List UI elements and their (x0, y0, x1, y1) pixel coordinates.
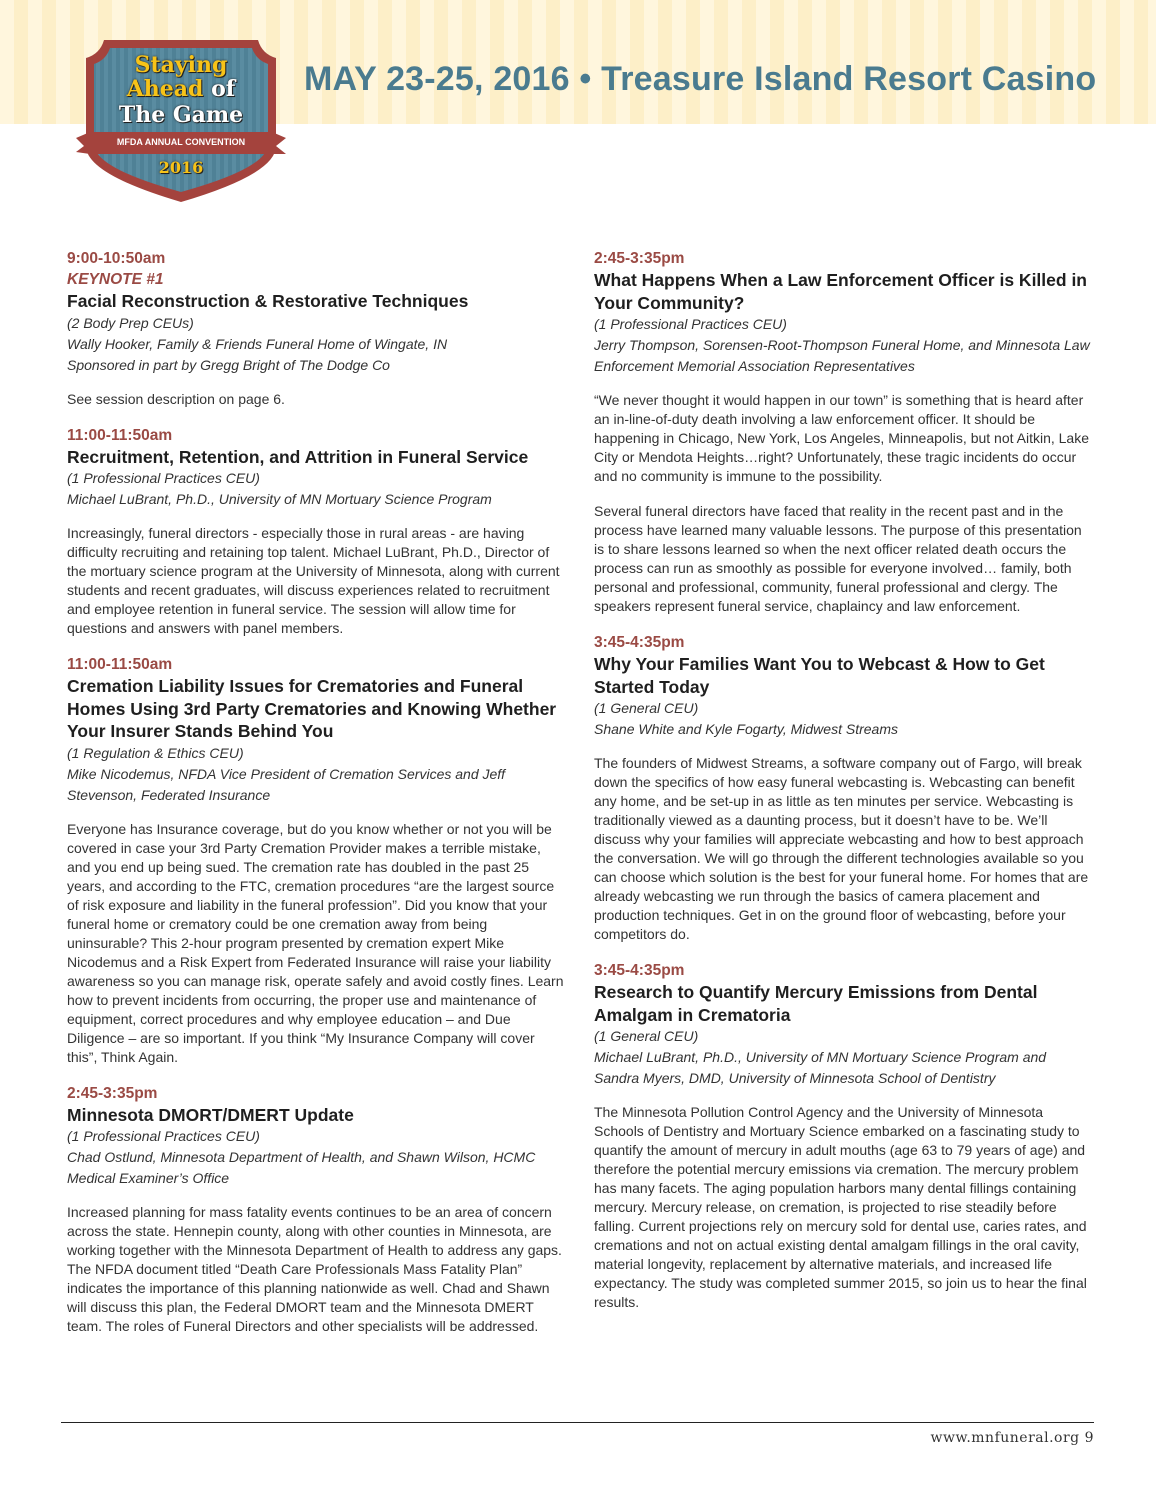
session-speakers: Chad Ostlund, Minnesota Department of Health, and Shawn Wilson, HCMC Medical Examiner’s Office (67, 1149, 536, 1186)
session-speakers: Michael LuBrant, Ph.D., University of MN Mortuary Science Program (67, 491, 492, 507)
right-column (594, 248, 1094, 1328)
session-title: Research to Quantify Mercury Emissions from Dental Amalgam in Crematoria (594, 982, 1038, 1025)
session-time: 3:45-4:35pm (594, 962, 685, 979)
session-webcast (594, 632, 1094, 944)
session-description (67, 820, 567, 1067)
session-mercury-research (594, 960, 1094, 1312)
logo-line-2b: of (211, 76, 236, 102)
session-ceu: (1 Professional Practices CEU) (67, 470, 260, 486)
session-time: 9:00-10:50am (67, 250, 166, 267)
page-title: MAY 23-25, 2016 • Treasure Island Resort Casino (304, 60, 1097, 98)
session-description (67, 390, 567, 409)
convention-logo (76, 34, 286, 206)
description-paragraph: “We never thought it would happen in our town” is something that is heard after an in-line-of-duty death involving a law enforcement officer. It should be happening in Chicago, New York, Los Angeles, Minneapolis, but not Aitkin, Lake City or Mendota Heights…right? Unfortunately, these tragic incidents do occur and no community is immune to the possibility. (594, 392, 1089, 484)
description-paragraph: Several funeral directors have faced that reality in the recent past and in the process have learned many valuable lessons. The purpose of this presentation is to share lessons learned so when the next officer related death occurs the process can run as smoothly as possible for everyone involved… family, both personal and professional, community, funeral professional and clergy. The speakers represent funeral service, chaplaincy and law enforcement. (594, 503, 1082, 614)
session-time: 11:00-11:50am (67, 426, 173, 444)
session-description (67, 1203, 567, 1336)
logo-ribbon-text: MFDA ANNUAL CONVENTION (116, 137, 246, 147)
page-number: 9 (1084, 1430, 1094, 1446)
session-sponsor: Sponsored in part by Gregg Bright of The Dodge Co (67, 356, 390, 373)
logo-year: 2016 (158, 158, 204, 177)
left-column (67, 248, 567, 1352)
session-speakers: Shane White and Kyle Fogarty, Midwest Streams (594, 721, 898, 737)
session-description (594, 1103, 1094, 1312)
keynote-label: KEYNOTE #1 (67, 271, 164, 288)
session-ceu: (1 Regulation & Ethics CEU) (67, 744, 244, 761)
session-law-enforcement (594, 248, 1094, 616)
session-time: 3:45-4:35pm (594, 634, 685, 651)
session-speakers: Jerry Thompson, Sorensen-Root-Thompson Funeral Home, and Minnesota Law Enforcement Memorial Association Representatives (594, 337, 1090, 374)
session-time: 11:00-11:50am (67, 656, 173, 673)
session-ceu: (1 General CEU) (594, 700, 699, 716)
description-paragraph: See session description on page 6. (67, 390, 285, 407)
session-ceu: (1 General CEU) (594, 1028, 699, 1044)
session-description (594, 754, 1094, 944)
session-description (67, 524, 567, 638)
session-speakers: Mike Nicodemus, NFDA Vice President of Cremation Services and Jeff Stevenson, Federated Insurance (67, 765, 506, 803)
session-time: 2:45-3:35pm (594, 250, 685, 267)
footer-website: www.mnfuneral.org (930, 1430, 1080, 1446)
session-title: Cremation Liability Issues for Crematories and Funeral Homes Using 3rd Party Crematories and Knowing Whether Your Insurer Stands Behind You (67, 676, 557, 741)
session-title: Minnesota DMORT/DMERT Update (67, 1104, 354, 1125)
session-ceu: (1 Professional Practices CEU) (67, 1128, 260, 1144)
footer-divider (61, 1422, 1094, 1423)
session-title: What Happens When a Law Enforcement Officer is Killed in Your Community? (594, 270, 1087, 313)
session-recruitment (67, 425, 567, 639)
session-title: Recruitment, Retention, and Attrition in Funeral Service (67, 446, 529, 467)
session-cremation-liability (67, 654, 567, 1067)
description-paragraph: The founders of Midwest Streams, a software company out of Fargo, will break down the specifics of how easy funeral webcasting is. Webcasting can benefit any home, and be set-up in as little as ten minutes per service. Webcasting is traditionally viewed as a daunting process, but it doesn’t have to be. We’ll discuss why your families will appreciate webcasting and how to best approach the conversation. We will go through the different technologies available so you can choose which solution is the best for your funeral home. For homes that are already webcasting we run through the basics of camera placement and production techniques. Get in on the ground floor of webcasting, before your competitors do. (594, 755, 1089, 942)
description-paragraph: The Minnesota Pollution Control Agency and the University of Minnesota Schools of Dentistry and Mortuary Science embarked on a fascinating study to quantify the amount of mercury in adult mouths (age 63 to 79 years of age) and therefore the potential mercury emissions via cremation. The mercury problem has many facets. The aging population harbors many dental fillings containing mercury. Mercury release, on cremation, is projected to rise steadily before falling. Current projections rely on mercury sold for dental use, caries rates, and cremations and not on actual existing dental amalgam fillings in the oral cavity, material longevity, replacement by alternative materials, and increased life expectancy. The study was completed summer 2015, so join us to hear the final results. (594, 1104, 1087, 1310)
footer (931, 1430, 1094, 1446)
session-title: Why Your Families Want You to Webcast & How to Get Started Today (594, 654, 1045, 697)
session-ceu: (1 Professional Practices CEU) (594, 316, 787, 332)
session-description (594, 391, 1094, 616)
session-keynote (67, 248, 567, 409)
logo-line-2 (76, 78, 286, 100)
logo-line-2a: Ahead (126, 76, 204, 102)
description-paragraph: Everyone has Insurance coverage, but do you know whether or not you will be covered in case your 3rd Party Cremation Provider makes a terrible mistake, and you end up being sued. The cremation rate has doubled in the past 25 years, and according to the FTC, cremation procedures “are the largest source of risk exposure and liability in the funeral profession”. Did you know that your funeral home or crematory could be one cremation away from being uninsurable? This 2-hour program presented by cremation expert Mike Nicodemus and a Risk Expert from Federated Insurance will raise your liability awareness so you can manage risk, operate safely and avoid costly fines. Learn how to prevent incidents from occurring, the proper use and maintenance of equipment, correct procedures and why employee education – and Due Diligence – are so important. If you think “My Insurance Company will cover this”, Think Again. (67, 820, 564, 1065)
logo-line-3: The Game (118, 102, 244, 128)
session-speakers: Michael LuBrant, Ph.D., University of MN Mortuary Science Program and Sandra Myers, DMD, University of Minnesota School of Dentistry (594, 1049, 1047, 1086)
logo-line-1: Staying (134, 52, 228, 78)
session-speakers: Wally Hooker, Family & Friends Funeral Home of Wingate, IN (67, 335, 448, 352)
description-paragraph: Increasingly, funeral directors - especially those in rural areas - are having difficulty recruiting and retaining top talent. Michael LuBrant, Ph.D., Director of the mortuary science program at the University of Minnesota, along with current students and recent graduates, will discuss experiences related to recruitment and employee retention in funeral service. The session will allow time for questions and answers with panel members. (67, 525, 560, 636)
session-ceu: (2 Body Prep CEUs) (67, 314, 194, 331)
description-paragraph: Increased planning for mass fatality events continues to be an area of concern across the state. Hennepin county, along with other counties in Minnesota, are working together with the Minnesota Department of Health to address any gaps. The NFDA document titled “Death Care Professionals Mass Fatality Plan” indicates the importance of this planning nationwide as well. Chad and Shawn will discuss this plan, the Federal DMORT team and the Minnesota DMERT team. The roles of Funeral Directors and other specialists will be addressed. (67, 1204, 562, 1334)
session-title: Facial Reconstruction & Restorative Techniques (67, 291, 469, 311)
session-time: 2:45-3:35pm (67, 1084, 158, 1102)
session-dmort-update (67, 1083, 567, 1337)
